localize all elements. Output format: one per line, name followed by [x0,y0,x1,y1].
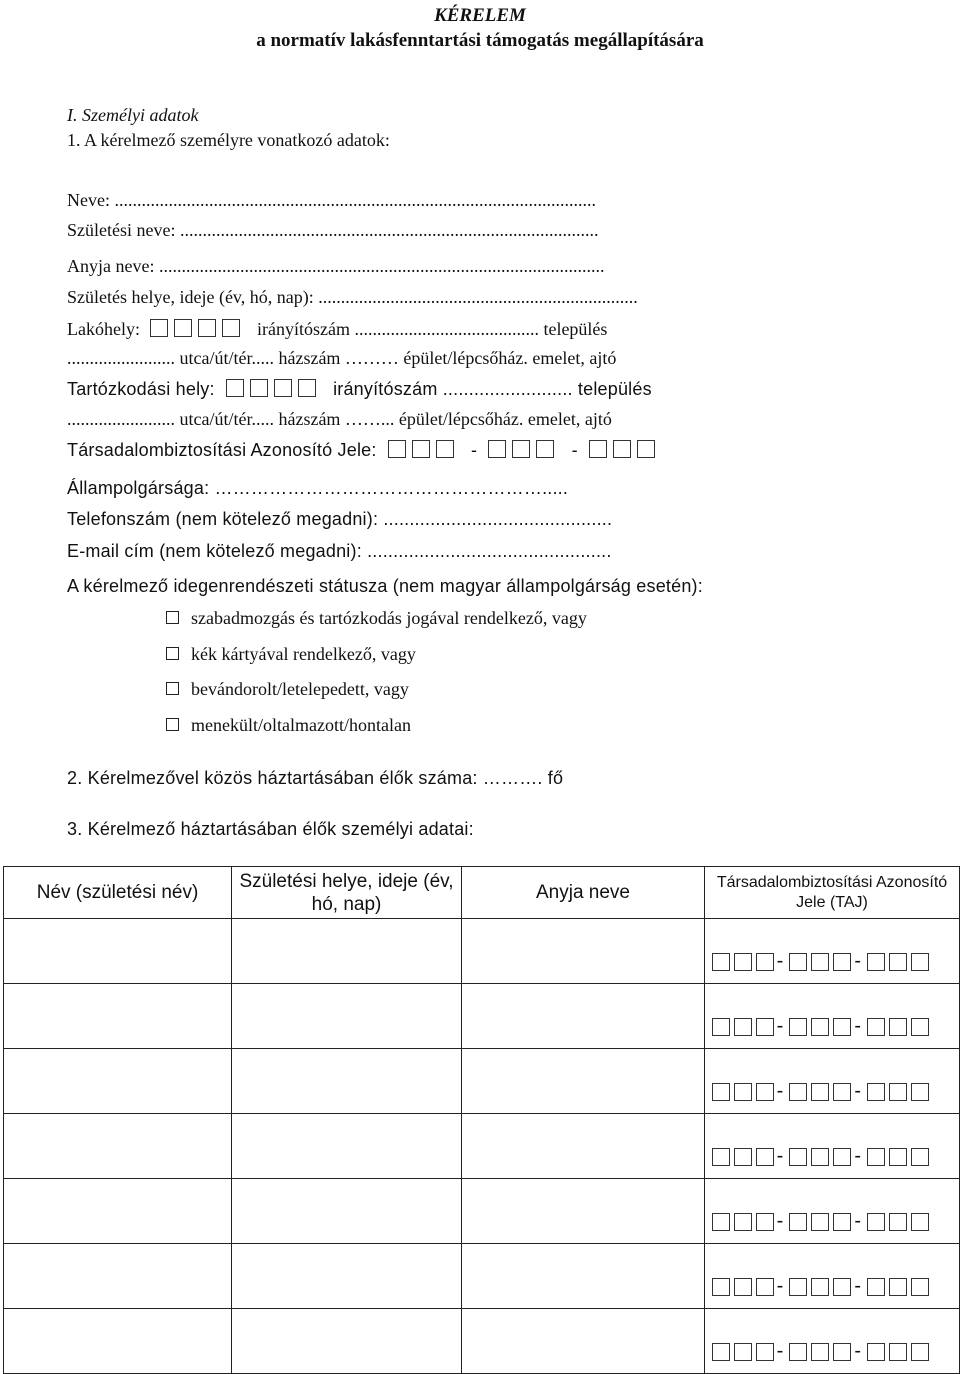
status-option[interactable] [166,679,409,700]
taj-label: Társadalombiztosítási Azonosító Jele: [67,440,377,460]
digit-box[interactable] [833,1018,851,1036]
taj-cell[interactable] [705,984,960,1049]
birth-cell[interactable] [232,984,462,1049]
taj-boxes[interactable] [388,440,460,461]
mother-name-field[interactable]: Anyja neve: ................................................................................................... [67,256,605,276]
birth-cell[interactable] [232,919,462,984]
digit-box[interactable] [712,1343,730,1361]
digit-box[interactable] [833,1083,851,1101]
digit-box[interactable] [734,1278,752,1296]
digit-box[interactable] [734,1213,752,1231]
checkbox[interactable] [166,718,179,731]
digit-box[interactable] [811,1018,829,1036]
digit-box[interactable] [811,1148,829,1166]
digit-box[interactable] [811,953,829,971]
digit-box[interactable] [889,1213,907,1231]
digit-box[interactable] [789,1148,807,1166]
dash: - [776,1340,784,1362]
taj-cell[interactable] [705,919,960,984]
taj-cell[interactable] [705,1179,960,1244]
digit-box[interactable] [911,1213,929,1231]
table-row [4,1244,960,1309]
checkbox[interactable] [166,682,179,695]
temp-residence-line[interactable] [67,379,652,400]
taj-boxes[interactable] [705,1015,959,1048]
dash: - [854,1210,861,1232]
zip-boxes[interactable] [150,319,246,340]
birth-cell[interactable] [232,1179,462,1244]
dash: - [854,1340,861,1362]
digit-box[interactable] [889,1018,907,1036]
phone-field[interactable]: Telefonszám (nem kötelező megadni): ............................................ [67,509,613,529]
digit-box[interactable] [889,1083,907,1101]
digit-box[interactable] [756,1018,774,1036]
digit-box[interactable] [811,1278,829,1296]
digit-box[interactable] [811,1213,829,1231]
dash: - [776,1080,784,1102]
taj-boxes[interactable] [705,1145,959,1178]
checkbox[interactable] [166,647,179,660]
name-cell[interactable] [4,919,232,984]
taj-boxes[interactable] [705,1275,959,1308]
dash: - [776,1015,784,1037]
digit-box[interactable] [911,1278,929,1296]
name-field[interactable]: Neve: ........................................................................................................... [67,190,596,210]
temp-residence-label: Tartózkodási hely: [67,379,215,399]
dash: - [776,1145,784,1167]
birth-cell[interactable] [232,1244,462,1309]
status-label: A kérelmező idegenrendészeti státusza (nem magyar állampolgárság esetén): [67,576,703,596]
taj-boxes[interactable] [705,1210,959,1243]
zip-boxes[interactable] [226,379,322,400]
mother-cell[interactable] [462,1049,705,1114]
digit-box[interactable] [712,1213,730,1231]
digit-box[interactable] [734,953,752,971]
digit-box[interactable] [712,1278,730,1296]
digit-box[interactable] [756,953,774,971]
digit-box[interactable] [833,1148,851,1166]
name-cell[interactable] [4,1114,232,1179]
dash: - [854,950,861,972]
table-row [4,1049,960,1114]
digit-box[interactable] [889,953,907,971]
table-row [4,984,960,1049]
mother-cell[interactable] [462,1244,705,1309]
dash: - [776,1210,784,1232]
form-subtitle: a normatív lakásfenntartási támogatás megállapítására [256,30,704,51]
digit-box[interactable] [833,1343,851,1361]
column-header: Születési helye, ideje (év, hó, nap) [232,867,462,919]
option-label: bevándorolt/letelepedett, vagy [191,679,409,699]
digit-box[interactable] [911,953,929,971]
taj-cell[interactable] [705,1049,960,1114]
digit-box[interactable] [756,1148,774,1166]
name-cell[interactable] [4,1179,232,1244]
digit-box[interactable] [756,1278,774,1296]
table-row [4,1114,960,1179]
dash: - [854,1275,861,1297]
option-label: kék kártyával rendelkező, vagy [191,644,416,664]
mother-cell[interactable] [462,919,705,984]
option-label: szabadmozgás és tartózkodás jogával rendelkező, vagy [191,608,587,628]
digit-box[interactable] [734,1148,752,1166]
residence-zip-label: irányítószám ......................................... település [256,319,608,339]
dash: - [854,1080,861,1102]
digit-box[interactable] [712,953,730,971]
column-header: Név (születési név) [4,867,232,919]
residence-address-field[interactable]: ........................ utca/út/tér..... házszám ……… épület/lépcsőház. emelet, ajtó [67,348,617,368]
table-row [4,1179,960,1244]
digit-box[interactable] [911,1148,929,1166]
digit-box[interactable] [756,1213,774,1231]
temp-zip-label: irányítószám ......................... település [333,379,652,399]
household-members-heading: 3. Kérelmező háztartásában élők személyi adatai: [67,819,474,839]
digit-box[interactable] [789,1083,807,1101]
digit-box[interactable] [712,1083,730,1101]
name-cell[interactable] [4,1049,232,1114]
status-option[interactable] [166,644,416,665]
dash: - [571,440,578,460]
digit-box[interactable] [911,1018,929,1036]
column-header: Anyja neve [462,867,705,919]
digit-box[interactable] [889,1278,907,1296]
name-cell[interactable] [4,984,232,1049]
mother-cell[interactable] [462,1309,705,1374]
status-option[interactable] [166,715,411,736]
digit-box[interactable] [867,1213,885,1231]
dash: - [854,1145,861,1167]
digit-box[interactable] [889,1343,907,1361]
digit-box[interactable] [833,953,851,971]
residence-label: Lakóhely: [67,319,140,339]
digit-box[interactable] [789,1018,807,1036]
mother-cell[interactable] [462,1179,705,1244]
digit-box[interactable] [867,953,885,971]
taj-boxes[interactable] [589,440,661,461]
temp-address-field[interactable]: ........................ utca/út/tér..... házszám ……... épület/lépcsőház. emelet, ajtó [67,409,612,429]
taj-boxes[interactable] [705,1080,959,1113]
digit-box[interactable] [911,1083,929,1101]
taj-line[interactable] [67,440,667,461]
birth-cell[interactable] [232,1309,462,1374]
birth-name-field[interactable]: Születési neve: ............................................................................................. [67,220,599,240]
digit-box[interactable] [712,1018,730,1036]
digit-box[interactable] [867,1148,885,1166]
digit-box[interactable] [789,953,807,971]
digit-box[interactable] [911,1343,929,1361]
section-subheading: 1. A kérelmező személyre vonatkozó adatok: [67,130,390,150]
dash: - [854,1015,861,1037]
citizenship-field[interactable]: Állampolgársága: ………………………………………………..... [67,478,569,498]
digit-box[interactable] [867,1343,885,1361]
table-row [4,1309,960,1374]
digit-box[interactable] [889,1148,907,1166]
name-cell[interactable] [4,1244,232,1309]
residence-line[interactable] [67,319,607,340]
dash: - [776,950,784,972]
digit-box[interactable] [712,1148,730,1166]
email-field[interactable]: E-mail cím (nem kötelező megadni): ............................................... [67,541,612,561]
digit-box[interactable] [734,1083,752,1101]
household-count-field[interactable]: 2. Kérelmezővel közös háztartásában élők száma: ………. fő [67,768,564,788]
digit-box[interactable] [867,1018,885,1036]
table-row [4,919,960,984]
household-members-table [3,866,960,1374]
digit-box[interactable] [811,1343,829,1361]
digit-box[interactable] [867,1083,885,1101]
table-header-row [4,867,960,919]
taj-boxes[interactable] [488,440,560,461]
digit-box[interactable] [867,1278,885,1296]
digit-box[interactable] [756,1343,774,1361]
digit-box[interactable] [734,1018,752,1036]
birth-cell[interactable] [232,1114,462,1179]
status-option[interactable] [166,608,587,629]
taj-boxes[interactable] [705,950,959,983]
form-title: KÉRELEM [434,5,526,26]
birth-place-date-field[interactable]: Születés helye, ideje (év, hó, nap): ....................................................................... [67,287,638,307]
mother-cell[interactable] [462,1114,705,1179]
column-header: Társadalombiztosítási Azonosító Jele (TAJ) [705,867,960,919]
taj-cell[interactable] [705,1309,960,1374]
digit-box[interactable] [789,1343,807,1361]
digit-box[interactable] [789,1278,807,1296]
digit-box[interactable] [734,1343,752,1361]
taj-cell[interactable] [705,1114,960,1179]
digit-box[interactable] [789,1213,807,1231]
digit-box[interactable] [833,1213,851,1231]
name-cell[interactable] [4,1309,232,1374]
digit-box[interactable] [756,1083,774,1101]
digit-box[interactable] [811,1083,829,1101]
taj-cell[interactable] [705,1244,960,1309]
option-label: menekült/oltalmazott/hontalan [191,715,411,735]
section-heading: I. Személyi adatok [67,105,199,125]
dash: - [470,440,478,460]
digit-box[interactable] [833,1278,851,1296]
taj-boxes[interactable] [705,1340,959,1373]
mother-cell[interactable] [462,984,705,1049]
dash: - [776,1275,784,1297]
birth-cell[interactable] [232,1049,462,1114]
checkbox[interactable] [166,611,179,624]
